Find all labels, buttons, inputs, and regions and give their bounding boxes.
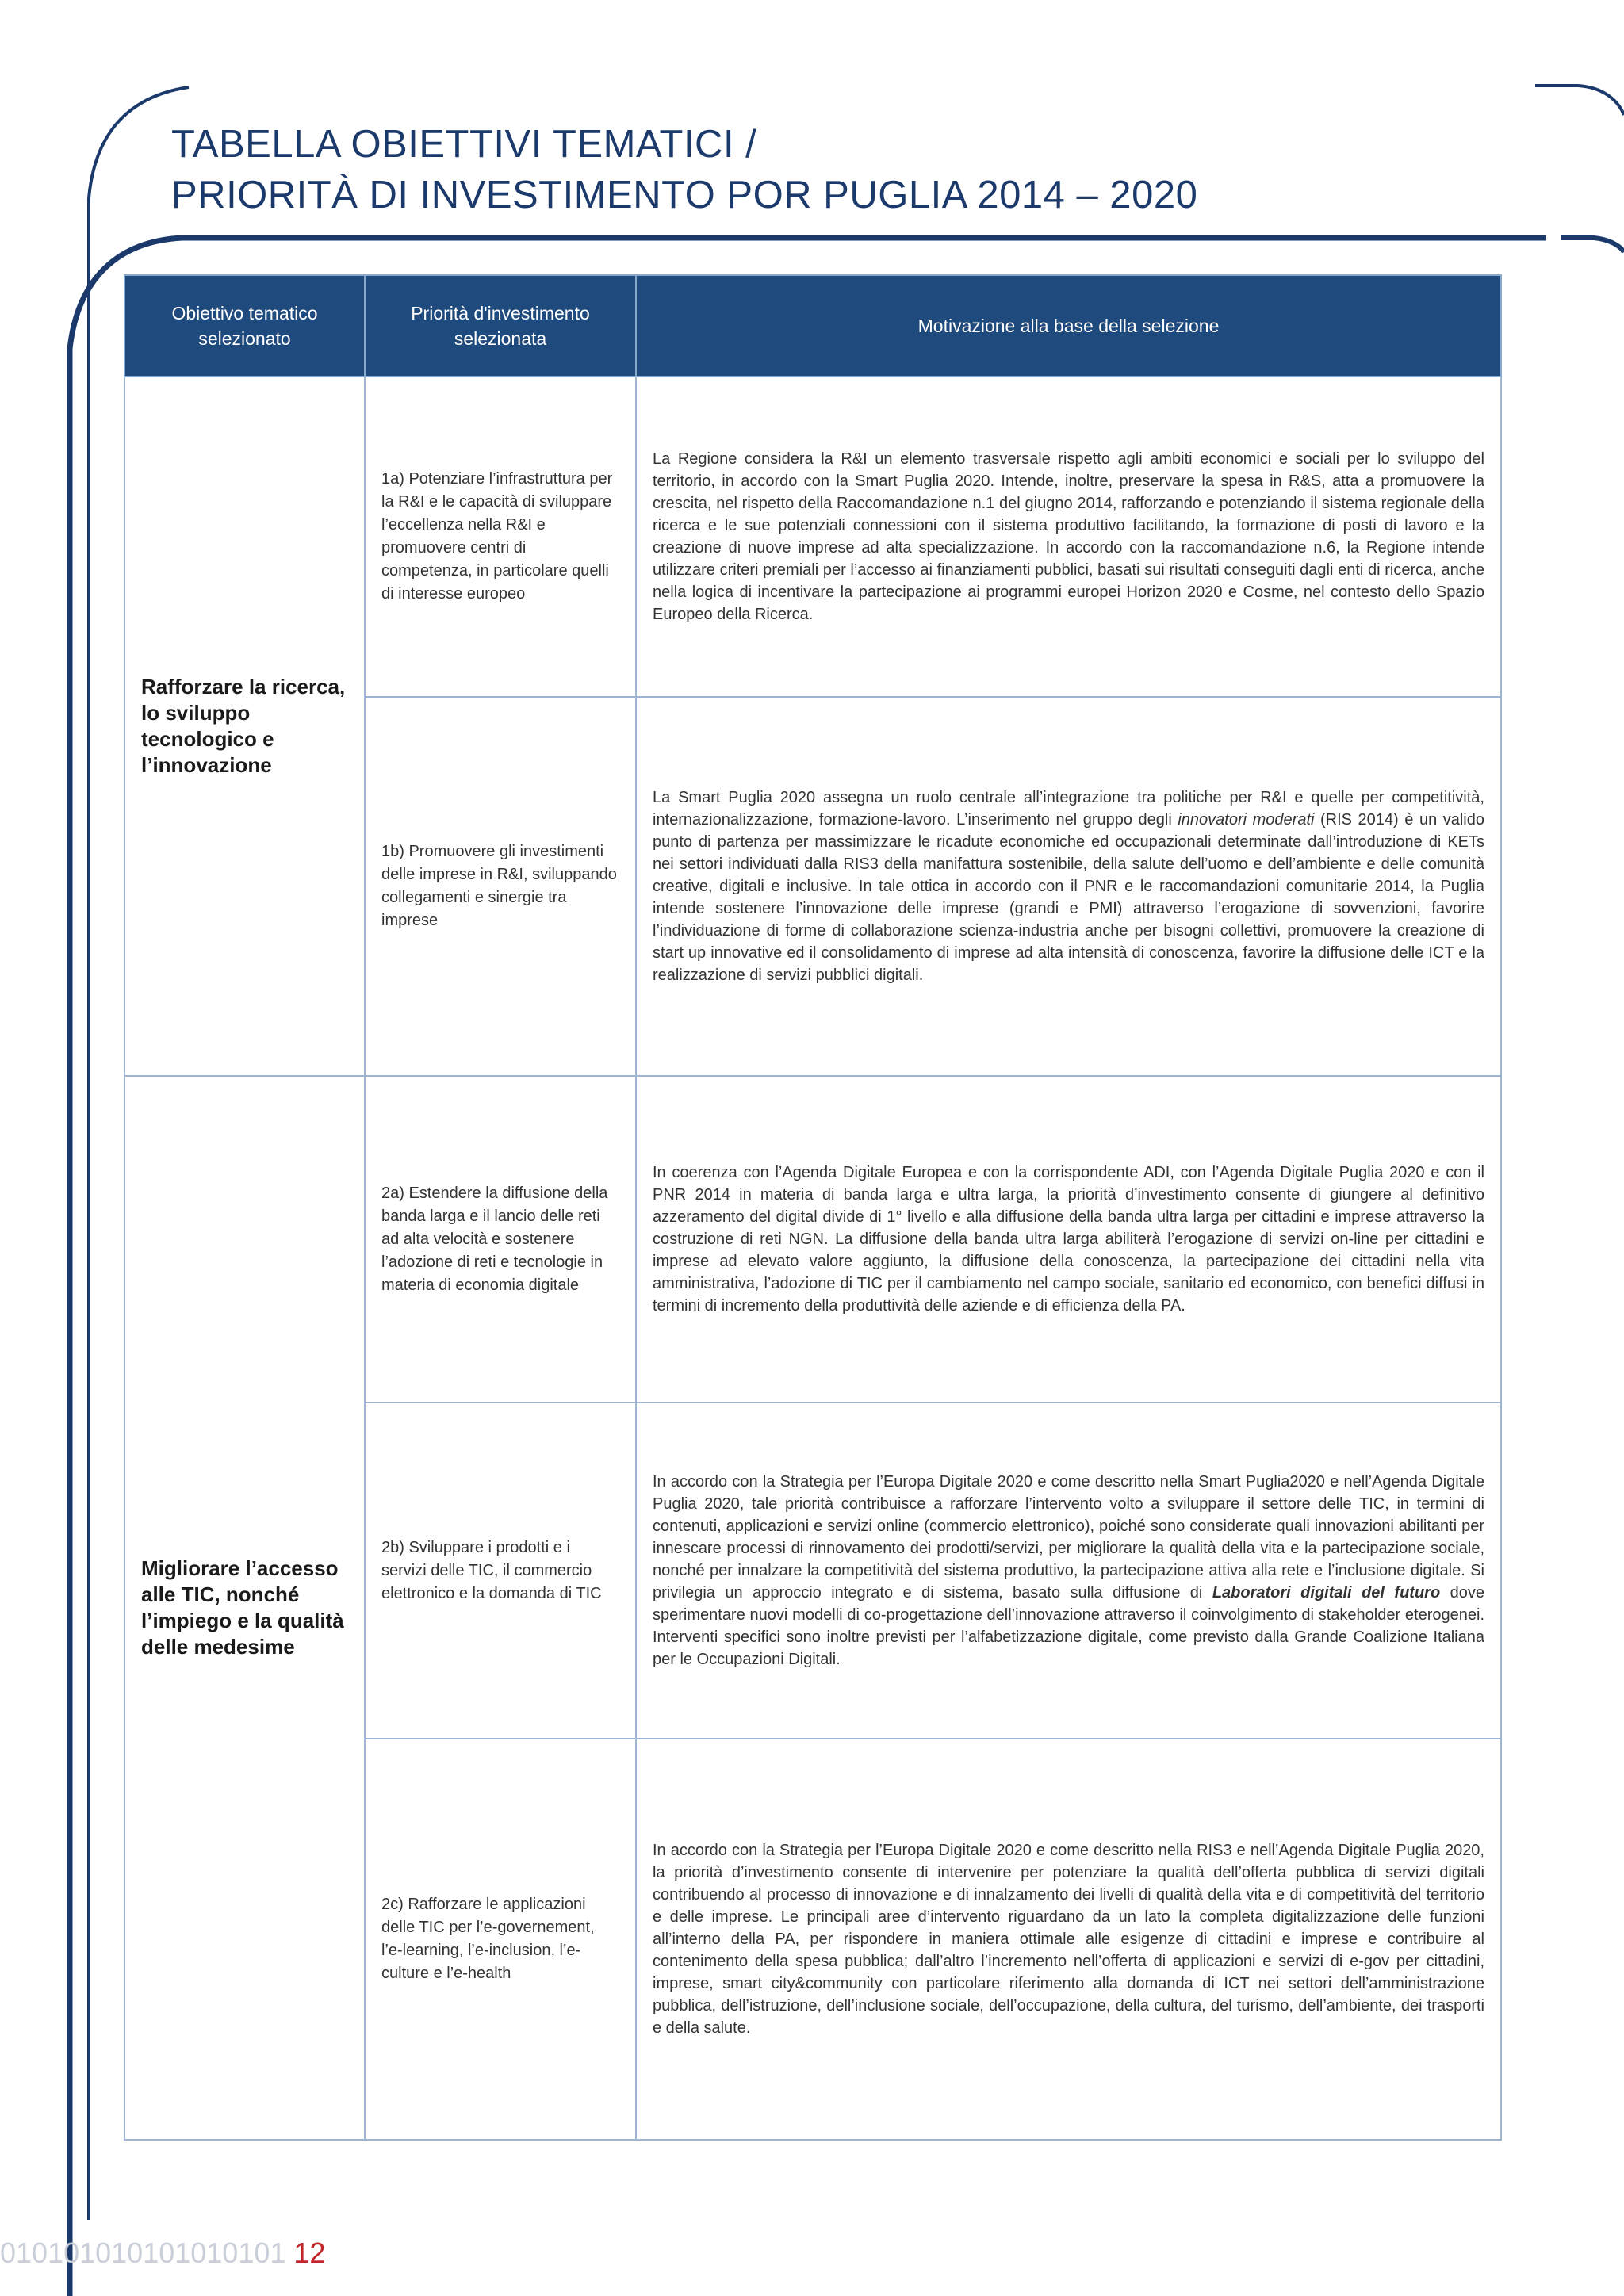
priority-cell-2a: 2a) Estendere la diffusione della banda larga e il lancio delle reti ad alta velocità e sostenere l’adozione di reti e tecnologie in materia di economia digitale bbox=[365, 1076, 636, 1402]
motivation-emphasis: innovatori moderati bbox=[1178, 811, 1315, 828]
motivation-text: (RIS 2014) è un valido punto di partenza per massimizzare le ricadute economiche ed occupazionali determinate dall’introduzione di KETs nei settori individuati dalla RIS3 della manifattura sostenibile, della salute dell’uomo e dell’ambiente e delle comunità creative, digitali e inclusive. In tale ottica in accordo con il PNR e le raccomandazioni comunitarie 2014, la Puglia intende sostenere l’innovazione delle imprese (grandi e PMI) attraverso l’erogazione di sovvenzioni, favorire l’individuazione di forme di collaborazione scienza-industria anche per bisogni collettivi, promuovere la creazione di start up innovative ed il consolidamento di imprese ad alta intensità di conoscenza, favorire la diffusione delle ICT e la realizzazione di servizi pubblici digitali. bbox=[653, 811, 1485, 984]
motivation-cell-1a: La Regione considera la R&I un elemento trasversale rispetto agli ambiti economici e sociali per lo sviluppo del territorio, in accordo con la Smart Puglia 2020. Intende, inoltre, preservare la spesa in R&S, atta a promuovere la crescita, nel rispetto della Raccomandazione n.1 del giugno 2014, rafforzando e potenziando il sistema regionale della ricerca e le sue potenziali connessioni con il sistema produttivo facilitando, la formazione di posti di lavoro e la creazione di nuove imprese ad alta specializzazione. In accordo con la raccomandazione n.6, la Regione intende utilizzare criteri premiali per l’accesso ai finanziamenti pubblici, basati sui risultati conseguiti dagli enti di ricerca, anche nella logica di incentivare la partecipazione ai programmi europei Horizon 2020 e Cosme, nel contesto dello Spazio Europeo della Ricerca. bbox=[636, 377, 1501, 697]
table-header-row bbox=[124, 275, 1501, 377]
motivation-emphasis: Laboratori digitali del futuro bbox=[1212, 1584, 1441, 1601]
motivation-text: dove sperimentare nuovi modelli di co-progettazione dell’innovazione attraverso il coinvolgimento di stakeholder eterogenei. Interventi specifici sono inoltre previsti per l’alfabetizzazione digitale, come previsto dalla Grande Coalizione Italiana per le Occupazioni Digitali. bbox=[653, 1584, 1484, 1668]
priority-cell-2b: 2b) Sviluppare i prodotti e i servizi delle TIC, il commercio elettronico e la domanda di TIC bbox=[365, 1402, 636, 1739]
priority-cell-1a: 1a) Potenziare l’infrastruttura per la R&I e le capacità di sviluppare l’eccellenza nella R&I e promuovere centri di competenza, in particolare quelli di interesse europeo bbox=[365, 377, 636, 697]
header-objective: Obiettivo tematico selezionato bbox=[124, 275, 365, 377]
header-priority: Priorità d'investimento selezionata bbox=[365, 275, 636, 377]
motivation-cell-2b bbox=[636, 1402, 1501, 1739]
motivation-cell-1b bbox=[636, 697, 1501, 1076]
page-number: 12 bbox=[293, 2237, 326, 2269]
objective-cell-2: Migliorare l’accesso alle TIC, nonché l’impiego e la qualità delle medesime bbox=[124, 1076, 365, 2140]
motivation-text: In accordo con la Strategia per l’Europa Digitale 2020 e come descritto nella Smart Puglia2020 e nell’Agenda Digitale Puglia 2020, tale priorità contribuisce a rafforzare l’intervento volto a sviluppare il settore delle TIC, in termini di contenuti, applicazioni e servizi online (commercio elettronico), poiché sono considerate quali innovazioni abilitanti per innescare processi di rinnovamento dei prodotti/servizi, per migliorare la qualità della vita e la partecipazione sociale, nonché per innalzare la competitività del sistema produttivo, la partecipazione attiva alla rete e l’inclusione digitale. Si privilegia un approccio integrato e di sistema, basato sulla diffusione di bbox=[653, 1473, 1484, 1601]
motivation-cell-2a: In coerenza con l’Agenda Digitale Europea e con la corrispondente ADI, con l’Agenda Digitale Puglia 2020 e con il PNR 2014 in materia di banda larga e ultra larga, la priorità d’investimento consente di giungere al definitivo azzeramento del digital divide di 1° livello e alla diffusione della banda ultra larga per cittadini e imprese attraverso la costruzione di reti NGN. La diffusione della banda ultra larga abiliterà l’erogazione di servizi on-line per cittadini e imprese ad elevato valore aggiunto, la diffusione della conoscenza, la partecipazione dei cittadini nella vita amministrativa, l’adozione di TIC per il cambiamento nel campo sociale, sanitario ed economico, con benefici diffusi in termini di incremento della produttività delle aziende e di efficienza della PA. bbox=[636, 1076, 1501, 1402]
header-motivation: Motivazione alla base della selezione bbox=[636, 275, 1501, 377]
page-title-line-1: TABELLA OBIETTIVI TEMATICI / bbox=[171, 123, 757, 166]
motivation-text: La Smart Puglia 2020 assegna un ruolo centrale all’integrazione tra politiche per R&I e quelle per competitività, internazionalizzazione, formazione-lavoro. L’inserimento nel gruppo degli bbox=[653, 789, 1484, 828]
objectives-table bbox=[124, 274, 1502, 2141]
table-row bbox=[124, 1076, 1501, 1402]
page-title bbox=[171, 119, 1197, 220]
priority-cell-1b: 1b) Promuovere gli investimenti delle imprese in R&I, sviluppando collegamenti e sinergie tra imprese bbox=[365, 697, 636, 1076]
priority-cell-2c: 2c) Rafforzare le applicazioni delle TIC per l’e-governement, l’e-learning, l’e-inclusion, l’e-culture e l’e-health bbox=[365, 1739, 636, 2140]
table-row bbox=[124, 377, 1501, 697]
page-footer bbox=[0, 2236, 325, 2271]
page-title-line-2: PRIORITÀ DI INVESTIMENTO POR PUGLIA 2014 – 2020 bbox=[171, 174, 1198, 216]
binary-pattern: 010101010101010101 bbox=[0, 2237, 286, 2269]
motivation-cell-2c: In accordo con la Strategia per l’Europa Digitale 2020 e come descritto nella RIS3 e nell’Agenda Digitale Puglia 2020, la priorità d’investimento consente di intervenire per potenziare la qualità dell’offerta pubblica di servizi digitali contribuendo al processo di innovazione e di innalzamento dei livelli di qualità della vita e di competitività del territorio e delle imprese. Le principali aree d’intervento riguardano da un lato la completa digitalizzazione delle funzioni all’interno della PA, per rispondere in maniera ottimale alle esigenze di cittadini e imprese e contribuire al contenimento della spesa pubblica; dall’altro l’incremento nell’offerta di applicazioni e servizi di e-gov per cittadini, imprese, smart city&community con particolare riferimento alla domanda di ICT nei settori dell’amministrazione pubblica, dell’istruzione, dell’inclusione sociale, dell’occupazione, della cultura, del turismo, dell’ambiente, dei trasporti e della salute. bbox=[636, 1739, 1501, 2140]
objective-cell-1: Rafforzare la ricerca, lo sviluppo tecnologico e l’innovazione bbox=[124, 377, 365, 1076]
